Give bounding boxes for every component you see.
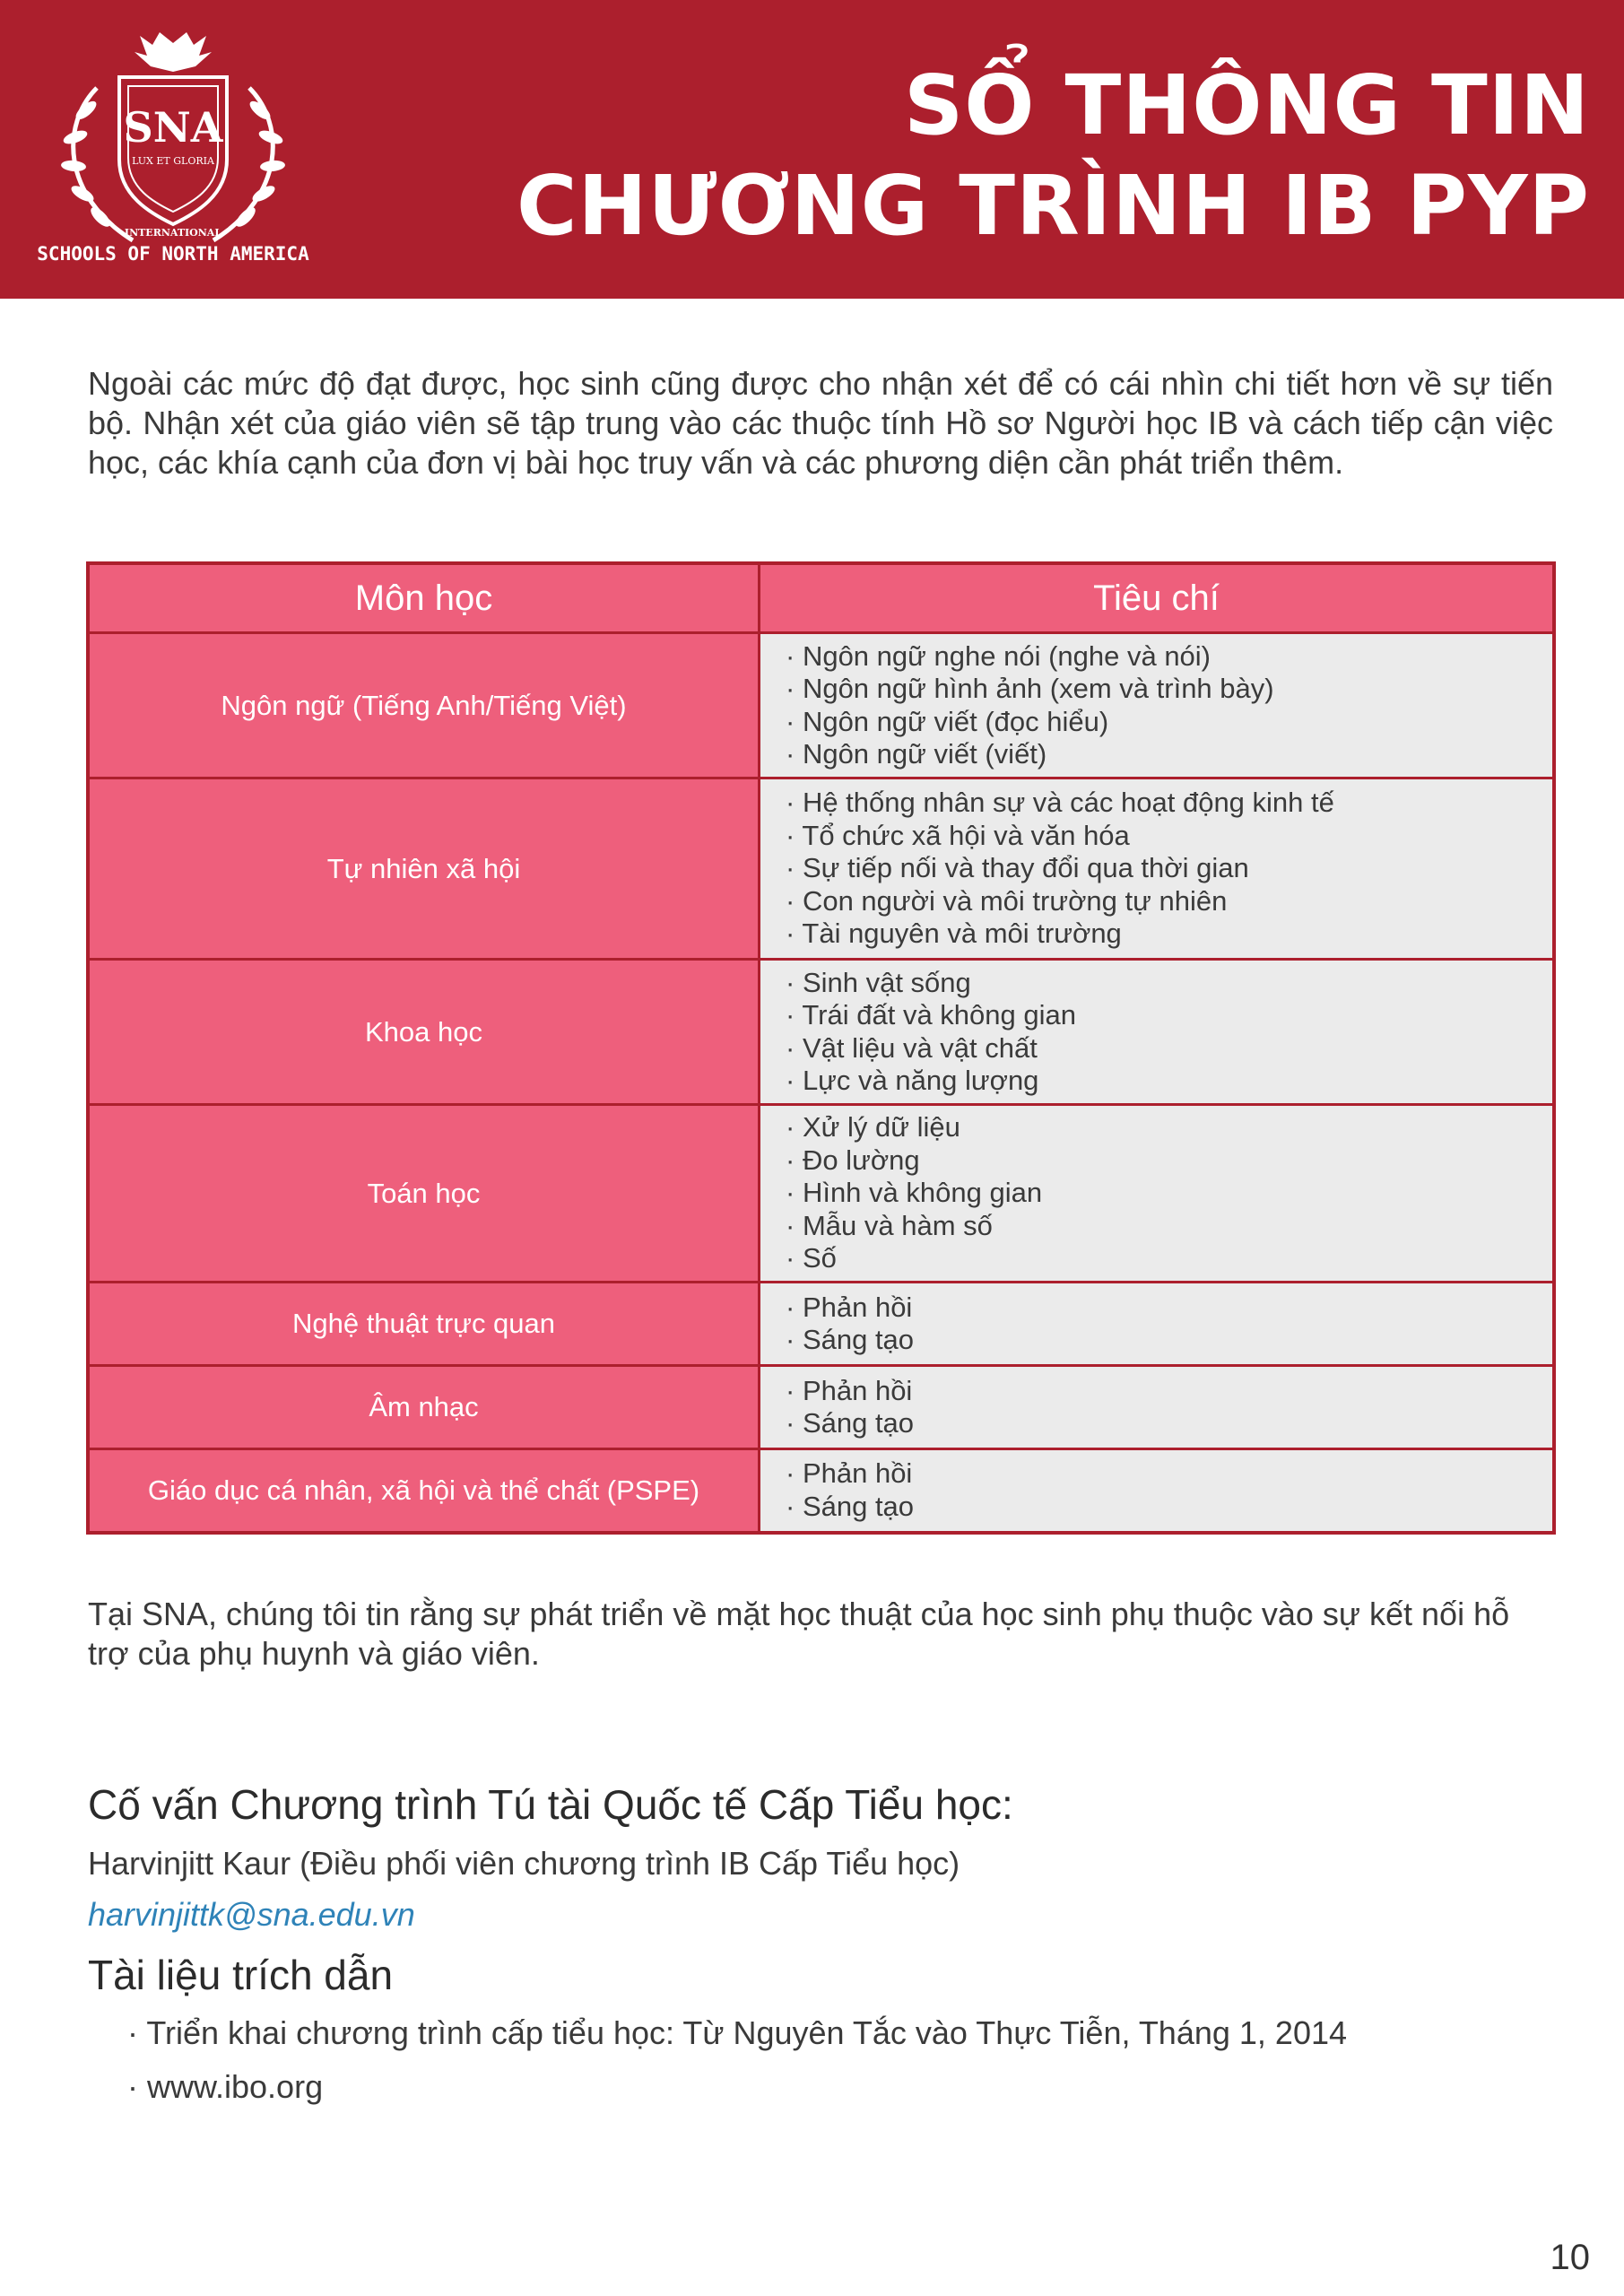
column-header-subject: Môn học	[88, 563, 760, 633]
subject-cell: Âm nhạc	[88, 1366, 760, 1449]
advisor-email-link[interactable]: harvinjittk@sna.edu.vn	[88, 1896, 415, 1933]
intro-paragraph: Ngoài các mức độ đạt được, học sinh cũng được cho nhận xét để có cái nhìn chi tiết hơn về sự tiến bộ. Nhận xét của giáo viên sẽ tập trung vào các thuộc tính Hồ sơ Người học IB và cách tiếp cận việc học, các khía cạnh của đơn vị bài học truy vấn và các phương diện cần phát triển thêm.	[88, 365, 1553, 481]
criteria-item: · Ngôn ngữ nghe nói (nghe và nói)	[786, 640, 1527, 674]
criteria-item: · Phản hồi	[786, 1292, 1527, 1325]
criteria-item: · Phản hồi	[786, 1375, 1527, 1408]
table-row	[88, 1283, 1554, 1366]
criteria-item: · Tài nguyên và môi trường	[786, 918, 1527, 951]
criteria-table	[86, 561, 1556, 1535]
table-row	[88, 633, 1554, 778]
reference-item: · Triển khai chương trình cấp tiểu học: Từ Nguyên Tắc vào Thực Tiễn, Tháng 1, 2014	[127, 2013, 1347, 2067]
criteria-cell	[760, 778, 1555, 960]
references-heading: Tài liệu trích dẫn	[88, 1952, 394, 1998]
title-line-2: CHƯƠNG TRÌNH IB PYP	[517, 158, 1590, 254]
criteria-item: · Ngôn ngữ viết (viết)	[786, 738, 1527, 771]
criteria-cell	[760, 1105, 1555, 1283]
criteria-item: · Sáng tạo	[786, 1491, 1527, 1524]
table-header-row	[88, 563, 1554, 633]
table-row	[88, 1105, 1554, 1283]
criteria-item: · Con người và môi trường tự nhiên	[786, 885, 1527, 918]
criteria-item: · Hệ thống nhân sự và các hoạt động kinh tế	[786, 787, 1527, 820]
criteria-item: · Xử lý dữ liệu	[786, 1111, 1527, 1144]
criteria-item: · Ngôn ngữ hình ảnh (xem và trình bày)	[786, 673, 1527, 706]
table-row	[88, 1366, 1554, 1449]
criteria-cell	[760, 960, 1555, 1105]
criteria-item: · Phản hồi	[786, 1457, 1527, 1491]
reference-item-link[interactable]: · www.ibo.org	[127, 2067, 1347, 2121]
criteria-cell	[760, 1449, 1555, 1533]
subject-cell: Ngôn ngữ (Tiếng Anh/Tiếng Việt)	[88, 633, 760, 778]
page-number: 10	[1550, 2238, 1590, 2277]
criteria-item: · Sinh vật sống	[786, 967, 1527, 1000]
closing-paragraph: Tại SNA, chúng tôi tin rằng sự phát triển về mặt học thuật của học sinh phụ thuộc vào sự kết nối hỗ trợ của phụ huynh và giáo viên.	[88, 1596, 1510, 1672]
table-row	[88, 960, 1554, 1105]
criteria-item: · Mẫu và hàm số	[786, 1210, 1527, 1243]
criteria-item: · Vật liệu và vật chất	[786, 1032, 1527, 1065]
criteria-item: · Ngôn ngữ viết (đọc hiểu)	[786, 706, 1527, 739]
subject-cell: Giáo dục cá nhân, xã hội và thể chất (PSPE)	[88, 1449, 760, 1533]
column-header-criteria: Tiêu chí	[760, 563, 1555, 633]
criteria-item: · Số	[786, 1242, 1527, 1275]
criteria-item: · Sự tiếp nối và thay đổi qua thời gian	[786, 852, 1527, 885]
criteria-cell	[760, 1366, 1555, 1449]
title-line-1: SỔ THÔNG TIN	[904, 57, 1590, 153]
criteria-item: · Hình và không gian	[786, 1177, 1527, 1210]
criteria-item: · Đo lường	[786, 1144, 1527, 1178]
criteria-item: · Sáng tạo	[786, 1407, 1527, 1440]
advisor-heading: Cố vấn Chương trình Tú tài Quốc tế Cấp Tiểu học:	[88, 1781, 1013, 1828]
sna-logo	[34, 25, 312, 276]
criteria-item: · Trái đất và không gian	[786, 999, 1527, 1032]
subject-cell: Toán học	[88, 1105, 760, 1283]
criteria-item: · Lực và năng lượng	[786, 1065, 1527, 1098]
advisor-name: Harvinjitt Kaur (Điều phối viên chương trình IB Cấp Tiểu học)	[88, 1845, 960, 1882]
criteria-item: · Sáng tạo	[786, 1324, 1527, 1357]
table-row	[88, 778, 1554, 960]
criteria-cell	[760, 1283, 1555, 1366]
references-list	[127, 2013, 1347, 2121]
criteria-item: · Tổ chức xã hội và văn hóa	[786, 820, 1527, 853]
subject-cell: Nghệ thuật trực quan	[88, 1283, 760, 1366]
subject-cell: Khoa học	[88, 960, 760, 1105]
svg-text:INTERNATIONAL: INTERNATIONAL	[124, 227, 222, 239]
table-row	[88, 1449, 1554, 1533]
svg-text:SNA: SNA	[123, 103, 223, 152]
svg-text:SCHOOLS OF NORTH AMERICA: SCHOOLS OF NORTH AMERICA	[37, 243, 309, 265]
criteria-cell	[760, 633, 1555, 778]
subject-cell: Tự nhiên xã hội	[88, 778, 760, 960]
page-header	[0, 0, 1624, 299]
svg-text:LUX ET GLORIA: LUX ET GLORIA	[132, 155, 214, 167]
page-title	[517, 56, 1590, 257]
